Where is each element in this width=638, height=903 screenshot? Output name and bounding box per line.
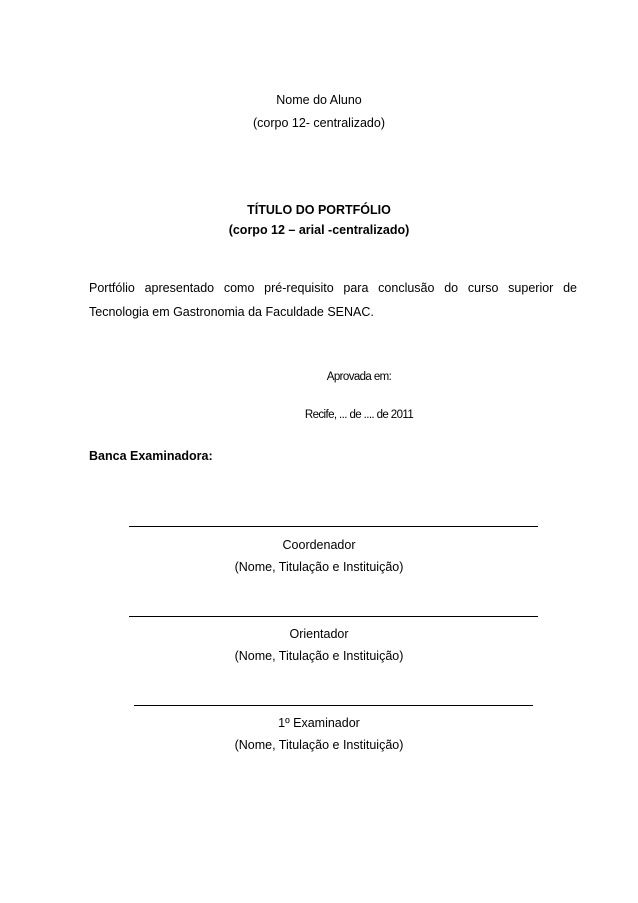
member-role-coordinator: Coordenador: [282, 538, 356, 552]
board-heading: Banca Examinadora:: [89, 449, 213, 463]
student-name: Nome do Aluno: [276, 93, 362, 107]
member-details-coordinator: (Nome, Titulação e Instituição): [234, 560, 404, 574]
member-role-advisor: Orientador: [289, 627, 349, 641]
signature-line-advisor: [129, 616, 538, 617]
student-name-note: (corpo 12- centralizado): [252, 116, 385, 130]
member-role-examiner: 1º Examinador: [278, 716, 360, 730]
signature-line-examiner: [134, 705, 533, 706]
portfolio-title: TÍTULO DO PORTFÓLIO: [247, 203, 391, 217]
portfolio-title-note: (corpo 12 – arial -centralizado): [228, 223, 410, 237]
signature-line-coordinator: [129, 526, 538, 527]
approval-label: Aprovada em:: [326, 371, 392, 383]
member-details-examiner: (Nome, Titulação e Instituição): [234, 738, 404, 752]
portfolio-description: Portfólio apresentado como pré-requisito para conclusão do curso superior de Tecnologia em Gastronomia da Faculdade SENAC.: [89, 281, 577, 319]
member-details-advisor: (Nome, Titulação e Instituição): [234, 649, 404, 663]
approval-place-date: Recife, ... de .... de 2011: [304, 409, 414, 421]
